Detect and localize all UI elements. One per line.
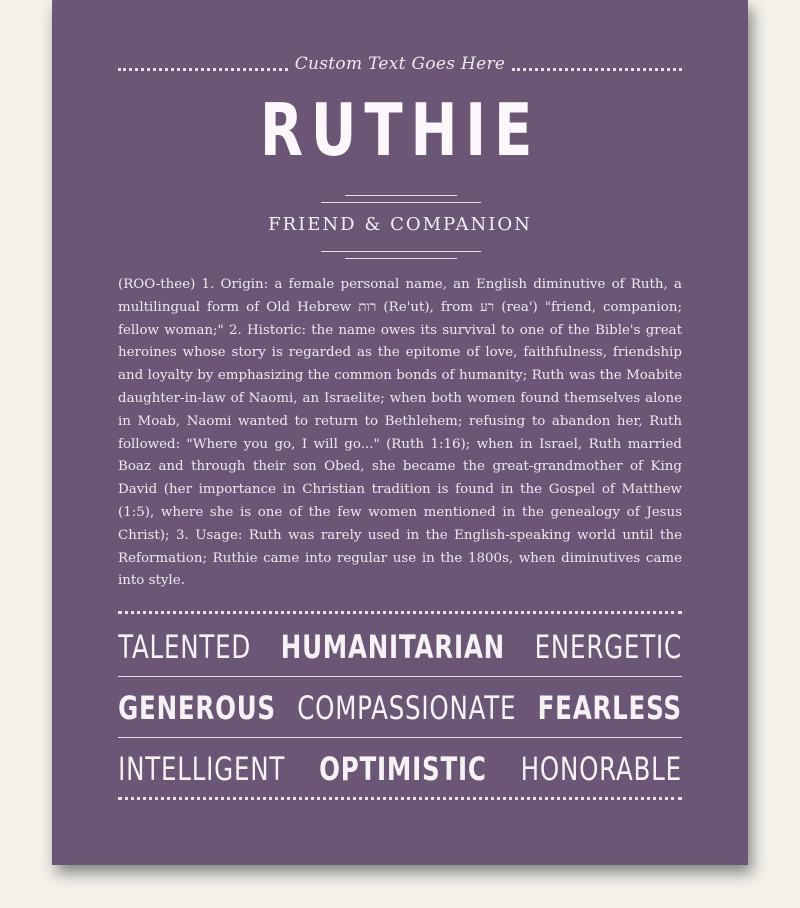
- trait-word: OPTIMISTIC: [319, 750, 487, 788]
- traits-row-1: [118, 622, 682, 672]
- trait-word: HUMANITARIAN: [280, 628, 505, 666]
- trait-word: HONORABLE: [520, 750, 682, 788]
- traits-divider-2: [118, 737, 682, 738]
- traits-divider-1: [118, 676, 682, 677]
- trait-word: INTELLIGENT: [118, 750, 286, 788]
- traits-row-2: [118, 683, 682, 733]
- rule-above-meaning: [345, 195, 457, 196]
- traits-row-3: [118, 744, 682, 794]
- trait-word: TALENTED: [118, 628, 252, 666]
- dotted-divider-traits-top: [118, 611, 682, 614]
- name-meaning: FRIEND & COMPANION: [268, 214, 532, 235]
- trait-word: COMPASSIONATE: [297, 689, 517, 727]
- name-title: RUTHIE: [259, 88, 541, 172]
- name-definition: (ROO-thee) 1. Origin: a female personal name, an English diminutive of Ruth, a multilingual form of Old Hebrew רות (Re'ut), from רע (rea') "friend, companion; fellow woman;" 2. Historic: the name owes its survival to one of the Bible's great heroines whose story is regarded as the epitome of love, faithfulness, friendship and loyalty by emphasizing the common bonds of humanity; Ruth was the Moabite daughter-in-law of Naomi, an Israelite; when both women found themselves alone in Moab, Naomi wanted to return to Bethlehem; refusing to abandon her, Ruth followed: "Where you go, I will go..." (Ruth 1:16); when in Israel, Ruth married Boaz and through their son Obed, she became the great-grandmother of King David (her importance in Christian tradition is found in the Gospel of Matthew (1:5), where she is one of the few women mentioned in the genealogy of Jesus Christ); 3. Usage: Ruth was rarely used in the English-speaking world until the Reformation; Ruthie came into regular use in the 1800s, when diminutives came into style.: [118, 277, 682, 589]
- trait-word: FEARLESS: [537, 689, 682, 727]
- name-poster: [52, 0, 748, 865]
- rule-below-meaning: [321, 251, 481, 252]
- header-row: [118, 50, 682, 82]
- trait-word: ENERGETIC: [534, 628, 682, 666]
- custom-text: Custom Text Goes Here: [294, 54, 506, 74]
- dotted-divider-right: [512, 68, 682, 71]
- rule-below-meaning-2: [345, 258, 457, 259]
- rule-above-meaning-2: [321, 202, 481, 203]
- dotted-divider-traits-bottom: [118, 797, 682, 800]
- trait-word: GENEROUS: [118, 689, 276, 727]
